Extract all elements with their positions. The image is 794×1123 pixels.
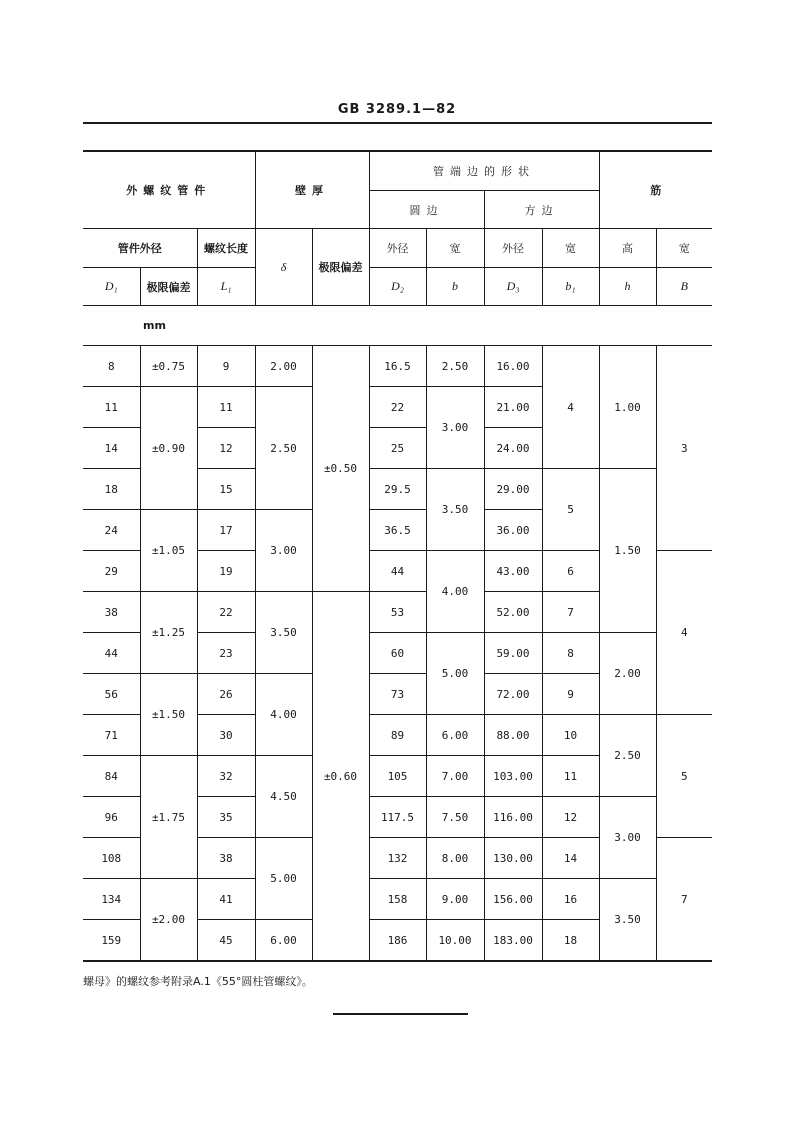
symbol-D3: D₃ (484, 268, 542, 306)
header-wall-limit-dev: 极限偏差 (312, 229, 369, 306)
cell-b: 6.00 (426, 715, 484, 756)
unit-label: mm (83, 306, 712, 346)
cell-B: 5 (656, 715, 712, 838)
header-square-edge: 方边 (484, 191, 599, 229)
cell-b: 8.00 (426, 838, 484, 879)
cell-od-dev: ±2.00 (140, 879, 197, 962)
header-width-round: 宽 (426, 229, 484, 268)
header-width-square: 宽 (542, 229, 599, 268)
cell-L1: 9 (197, 346, 255, 387)
cell-od-dev: ±0.90 (140, 387, 197, 510)
cell-L1: 41 (197, 879, 255, 920)
cell-L1: 15 (197, 469, 255, 510)
header-fitting-od: 管件外径 (83, 229, 197, 268)
cell-D3: 130.00 (484, 838, 542, 879)
symbol-L1: L₁ (197, 268, 255, 306)
cell-h: 3.50 (599, 879, 656, 962)
cell-b1: 7 (542, 592, 599, 633)
cell-L1: 11 (197, 387, 255, 428)
symbol-B: B (656, 268, 712, 306)
page-header: GB 3289.1—82 (337, 102, 457, 117)
cell-D2: 117.5 (369, 797, 426, 838)
header-delta: δ (255, 229, 312, 306)
cell-b1: 8 (542, 633, 599, 674)
header-rib: 筋 (599, 151, 712, 229)
header-rib-height: 高 (599, 229, 656, 268)
cell-D1: 38 (83, 592, 140, 633)
cell-D3: 156.00 (484, 879, 542, 920)
cell-h: 2.00 (599, 633, 656, 715)
cell-D1: 96 (83, 797, 140, 838)
cell-D1: 159 (83, 920, 140, 962)
cell-L1: 30 (197, 715, 255, 756)
cell-D1: 14 (83, 428, 140, 469)
cell-D2: 25 (369, 428, 426, 469)
cell-b: 3.00 (426, 387, 484, 469)
cell-L1: 17 (197, 510, 255, 551)
symbol-b: b (426, 268, 484, 306)
cell-b1: 18 (542, 920, 599, 962)
cell-D2: 132 (369, 838, 426, 879)
cell-b: 3.50 (426, 469, 484, 551)
cell-D2: 36.5 (369, 510, 426, 551)
cell-b: 10.00 (426, 920, 484, 962)
symbol-D2: D₂ (369, 268, 426, 306)
cell-D1: 134 (83, 879, 140, 920)
cell-wall: 4.50 (255, 756, 312, 838)
cell-b1: 10 (542, 715, 599, 756)
cell-B: 3 (656, 346, 712, 551)
cell-b1: 5 (542, 469, 599, 551)
cell-b1: 16 (542, 879, 599, 920)
cell-D1: 84 (83, 756, 140, 797)
cell-wall: 3.50 (255, 592, 312, 674)
cell-h: 3.00 (599, 797, 656, 879)
cell-D2: 22 (369, 387, 426, 428)
cell-L1: 32 (197, 756, 255, 797)
cell-wall: 4.00 (255, 674, 312, 756)
cell-wall: 2.50 (255, 387, 312, 510)
cell-D2: 29.5 (369, 469, 426, 510)
cell-D2: 73 (369, 674, 426, 715)
header-od-limit-dev: 极限偏差 (140, 268, 197, 306)
cell-D1: 108 (83, 838, 140, 879)
cell-D3: 21.00 (484, 387, 542, 428)
cell-D3: 29.00 (484, 469, 542, 510)
header-rule (83, 122, 712, 124)
cell-h: 1.00 (599, 346, 656, 469)
cell-h: 2.50 (599, 715, 656, 797)
header-end-shape: 管端边的形状 (369, 151, 599, 191)
cell-od-dev: ±1.05 (140, 510, 197, 592)
cell-D2: 158 (369, 879, 426, 920)
cell-wall: 2.00 (255, 346, 312, 387)
cell-D3: 16.00 (484, 346, 542, 387)
cell-b1: 6 (542, 551, 599, 592)
cell-D2: 60 (369, 633, 426, 674)
symbol-D1: D₁ (83, 268, 140, 306)
cell-D1: 24 (83, 510, 140, 551)
cell-D3: 24.00 (484, 428, 542, 469)
cell-b: 5.00 (426, 633, 484, 715)
cell-wall: 5.00 (255, 838, 312, 920)
header-round-edge: 圆边 (369, 191, 484, 229)
cell-od-dev: ±1.25 (140, 592, 197, 674)
footnote: 螺母》的螺纹参考附录A.1《55°圆柱管螺纹》。 (83, 975, 313, 988)
cell-od-dev: ±0.75 (140, 346, 197, 387)
header-outer-fitting: 外螺纹管件 (83, 151, 255, 229)
cell-wall-dev: ±0.50 (312, 346, 369, 592)
cell-od-dev: ±1.50 (140, 674, 197, 756)
header-thread-length: 螺纹长度 (197, 229, 255, 268)
cell-B: 7 (656, 838, 712, 962)
cell-b: 9.00 (426, 879, 484, 920)
symbol-h: h (599, 268, 656, 306)
cell-h: 1.50 (599, 469, 656, 633)
cell-D3: 36.00 (484, 510, 542, 551)
cell-b1: 12 (542, 797, 599, 838)
cell-L1: 22 (197, 592, 255, 633)
cell-L1: 12 (197, 428, 255, 469)
cell-D3: 183.00 (484, 920, 542, 962)
cell-b: 2.50 (426, 346, 484, 387)
cell-L1: 35 (197, 797, 255, 838)
cell-D2: 105 (369, 756, 426, 797)
footer-rule (333, 1013, 468, 1015)
cell-D1: 29 (83, 551, 140, 592)
symbol-b1: b₁ (542, 268, 599, 306)
header-wall-thickness: 壁厚 (255, 151, 369, 229)
cell-D2: 53 (369, 592, 426, 633)
cell-D3: 88.00 (484, 715, 542, 756)
cell-wall: 6.00 (255, 920, 312, 962)
cell-b1: 14 (542, 838, 599, 879)
cell-L1: 26 (197, 674, 255, 715)
cell-D1: 8 (83, 346, 140, 387)
header-outer-dia-square: 外径 (484, 229, 542, 268)
cell-D1: 44 (83, 633, 140, 674)
cell-L1: 19 (197, 551, 255, 592)
cell-D3: 116.00 (484, 797, 542, 838)
cell-D1: 56 (83, 674, 140, 715)
cell-D3: 43.00 (484, 551, 542, 592)
cell-D1: 11 (83, 387, 140, 428)
cell-D2: 89 (369, 715, 426, 756)
cell-b1: 9 (542, 674, 599, 715)
cell-L1: 45 (197, 920, 255, 962)
cell-b1: 11 (542, 756, 599, 797)
cell-b1: 4 (542, 346, 599, 469)
dimension-table (83, 150, 712, 962)
cell-D2: 44 (369, 551, 426, 592)
cell-b: 4.00 (426, 551, 484, 633)
cell-B: 4 (656, 551, 712, 715)
cell-L1: 38 (197, 838, 255, 879)
cell-od-dev: ±1.75 (140, 756, 197, 879)
cell-D3: 72.00 (484, 674, 542, 715)
cell-D3: 103.00 (484, 756, 542, 797)
cell-D2: 186 (369, 920, 426, 962)
cell-wall: 3.00 (255, 510, 312, 592)
cell-D3: 59.00 (484, 633, 542, 674)
header-rib-width: 宽 (656, 229, 712, 268)
cell-wall-dev: ±0.60 (312, 592, 369, 962)
cell-b: 7.00 (426, 756, 484, 797)
cell-b: 7.50 (426, 797, 484, 838)
cell-D3: 52.00 (484, 592, 542, 633)
cell-D2: 16.5 (369, 346, 426, 387)
cell-D1: 18 (83, 469, 140, 510)
cell-D1: 71 (83, 715, 140, 756)
header-outer-dia-round: 外径 (369, 229, 426, 268)
cell-L1: 23 (197, 633, 255, 674)
